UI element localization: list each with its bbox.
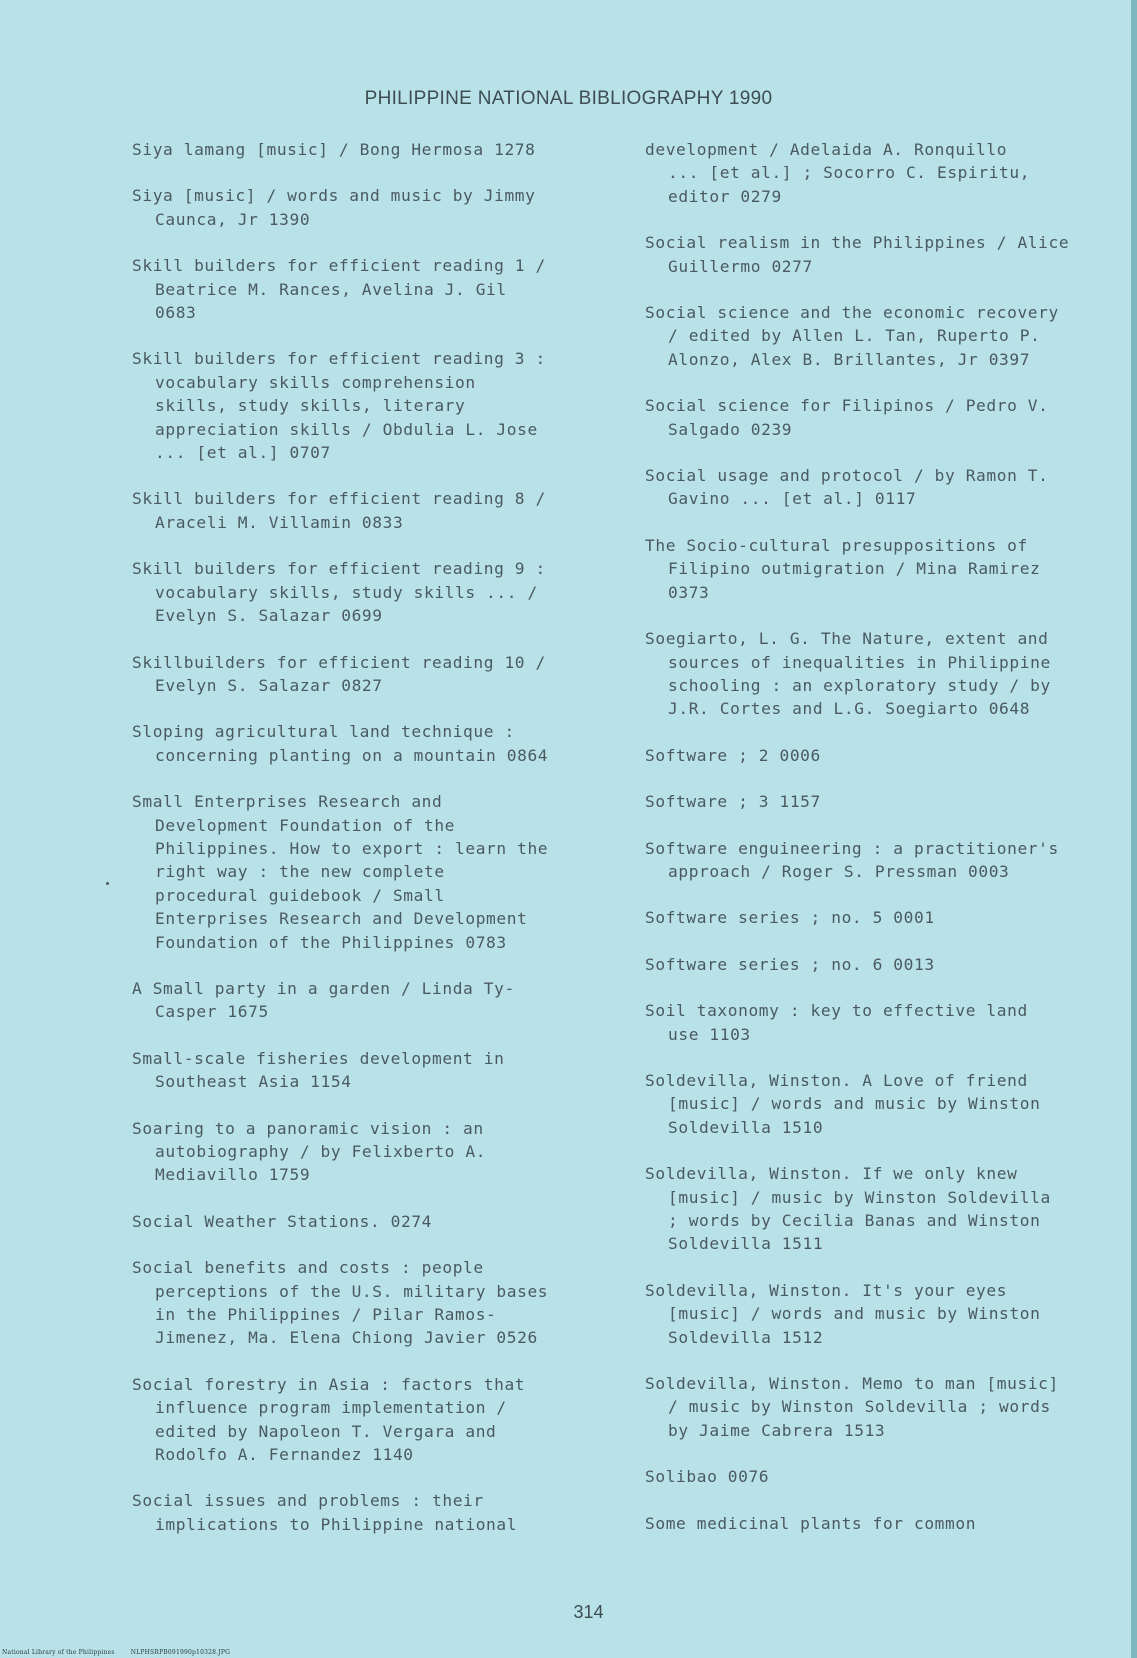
bib-entry: Sloping agricultural land technique : concerning planting on a mountain 0864 xyxy=(132,722,549,765)
bib-entry: Social science for Filipinos / Pedro V. Salgado 0239 xyxy=(645,396,1049,439)
page-number: 314 xyxy=(573,1602,604,1622)
bib-entry: Software enguineering : a practitioner's approach / Roger S. Pressman 0003 xyxy=(645,838,1059,881)
bib-entry: Software series ; no. 5 0001 xyxy=(645,908,935,928)
bib-entry: Social science and the economic recovery / edited by Allen L. Tan, Ruperto P. Alonzo, Alex B. Brillantes, Jr 0397 xyxy=(645,303,1059,369)
page-edge-shadow xyxy=(1131,0,1137,1658)
bib-entry: Software series ; no. 6 0013 xyxy=(645,954,935,974)
left-column xyxy=(132,138,612,1559)
bib-entry: Some medicinal plants for common xyxy=(645,1513,977,1533)
bib-entry: Soldevilla, Winston. It's your eyes [music] / words and music by Winston Soldevilla 1512 xyxy=(645,1280,1041,1347)
bib-entry: Soldevilla, Winston. Memo to man [music] / music by Winston Soldevilla ; words by Jaime Cabrera 1513 xyxy=(645,1374,1059,1440)
bib-entry: Social issues and problems : their implications to Philippine national xyxy=(132,1491,518,1534)
speck-mark xyxy=(106,882,109,885)
bib-entry: Solibao 0076 xyxy=(645,1467,770,1487)
bib-entry: A Small party in a garden / Linda Ty- Casper 1675 xyxy=(132,978,515,1022)
bib-entry: development / Adelaida A. Ronquillo ... [et al.] ; Socorro C. Espiritu, editor 0279 xyxy=(645,140,1031,206)
bib-entry: Skill builders for efficient reading 9 : vocabulary skills, study skills ... / Evelyn S. Salazar 0699 xyxy=(132,559,546,626)
bib-entry: Skill builders for efficient reading 1 / Beatrice M. Rances, Avelina J. Gil 0683 xyxy=(132,256,546,323)
bib-entry: Social forestry in Asia : factors that influence program implementation / edited by Napoleon T. Vergara and Rodolfo A. Fernandez 1140 xyxy=(132,1374,526,1465)
bib-entry: Social realism in the Philippines / Alice Guillermo 0277 xyxy=(645,233,1070,276)
bib-entry: Social benefits and costs : people perceptions of the U.S. military bases in the Philippines / Pilar Ramos- Jimenez, Ma. Elena Chiong Javier 0526 xyxy=(132,1258,549,1348)
footer-file: NLPHSRPB091990p10328.JPG xyxy=(130,1649,231,1656)
bib-entry: Soldevilla, Winston. A Love of friend [music] / words and music by Winston Soldevilla 1510 xyxy=(645,1070,1041,1137)
bib-entry: Soil taxonomy : key to effective land use 1103 xyxy=(645,1001,1028,1044)
bib-entry: Siya [music] / words and music by Jimmy Caunca, Jr 1390 xyxy=(132,186,536,229)
bib-entry: Skill builders for efficient reading 3 : vocabulary skills comprehension skills, study skills, literary appreciation skills / Obdulia L. Jose ... [et al.] 0707 xyxy=(132,349,546,463)
bib-entry: Siya lamang [music] / Bong Hermosa 1278 xyxy=(132,140,536,159)
bib-entry: Small Enterprises Research and Development Foundation of the Philippines. How to export : learn the right way : the new complete procedural guidebook / Small Enterprises Research and Development Foundation of the Philippines 0783 xyxy=(132,792,549,952)
scan-footer xyxy=(2,1649,244,1656)
bib-entry: Social Weather Stations. 0274 xyxy=(132,1211,433,1231)
bib-entry: Small-scale fisheries development in Southeast Asia 1154 xyxy=(132,1048,505,1092)
bib-entry: Skill builders for efficient reading 8 / Araceli M. Villamin 0833 xyxy=(132,489,546,532)
bib-entry: Social usage and protocol / by Ramon T. Gavino ... [et al.] 0117 xyxy=(645,466,1049,509)
bib-entry: Skillbuilders for efficient reading 10 / Evelyn S. Salazar 0827 xyxy=(132,652,546,695)
bib-entry: Soaring to a panoramic vision : an autobiography / by Felixberto A. Mediavillo 1759 xyxy=(132,1118,487,1185)
footer-library: National Library of the Philippines xyxy=(2,1649,115,1656)
right-column xyxy=(645,138,1125,1558)
bib-entry: Software ; 2 0006 xyxy=(645,745,821,765)
bib-entry: The Socio-cultural presuppositions of Filipino outmigration / Mina Ramirez 0373 xyxy=(645,535,1041,602)
bib-entry: Soegiarto, L. G. The Nature, extent and sources of inequalities in Philippine schooling : an exploratory study / by J.R. Cortes and L.G. Soegiarto 0648 xyxy=(645,629,1051,719)
bib-entry: Soldevilla, Winston. If we only knew [music] / music by Winston Soldevilla ; words by Cecilia Banas and Winston Soldevilla 1511 xyxy=(645,1164,1051,1254)
bib-entry: Software ; 3 1157 xyxy=(645,792,821,812)
page-header: PHILIPPINE NATIONAL BIBLIOGRAPHY 1990 xyxy=(364,88,773,109)
